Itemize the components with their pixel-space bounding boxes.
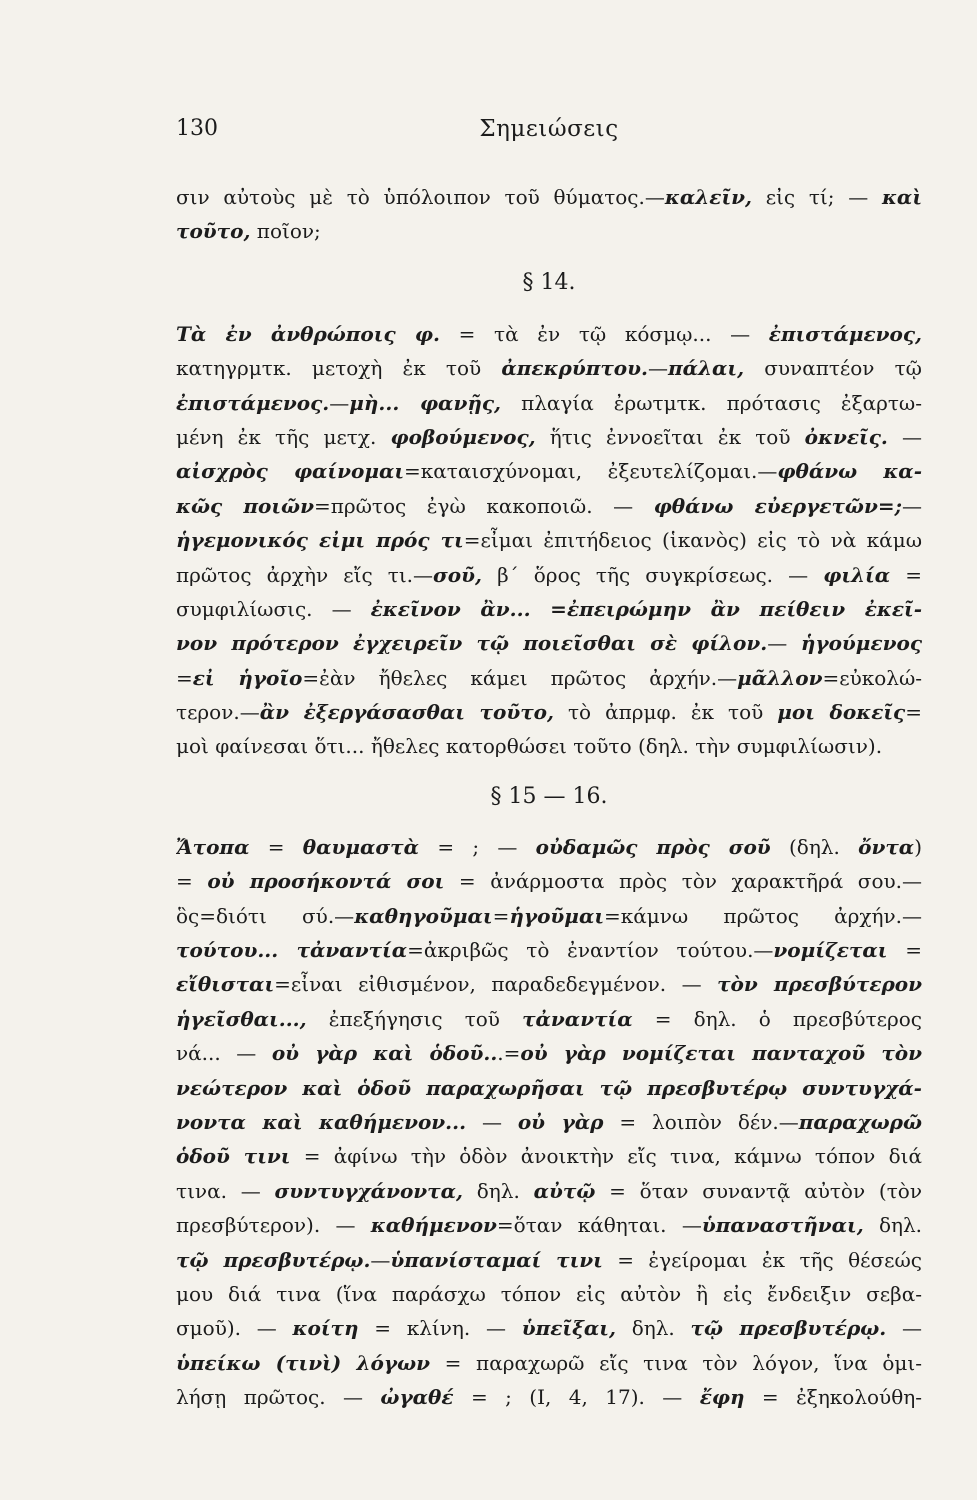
text-line: κῶς ποιῶν=πρῶτος ἐγὼ κακοποιῶ. — φθάνω εὐεργετῶν=;—	[176, 493, 922, 518]
text-line: μένη ἐκ τῆς μετχ. φοβούμενος, ἥτις ἐννοεῖται ἐκ τοῦ ὀκνεῖς. —	[176, 424, 922, 449]
text-line: ὃς=διότι σύ.—καθηγοῦμαι=ἡγοῦμαι=κάμνω πρῶτος ἀρχήν.—	[176, 903, 922, 928]
text-line: τινα. — συντυγχάνοντα, δηλ. αὐτῷ = ὅταν συναντᾷ αὐτὸν (τὸν	[176, 1178, 922, 1203]
text-line: Τὰ ἐν ἀνθρώποις φ. = τὰ ἐν τῷ κόσμῳ... — ἐπιστάμενος,	[176, 321, 922, 346]
text-line: συμφιλίωσις. — ἐκεῖνον ἂν... =ἐπειρώμην ἂν πείθειν ἐκεῖ-	[176, 596, 922, 621]
page-header	[176, 116, 922, 150]
text-line: νον πρότερον ἐγχειρεῖν τῷ ποιεῖσθαι σὲ φίλον.— ἡγούμενος	[176, 631, 922, 656]
page-number: 130	[176, 116, 218, 141]
text-line: ἡγεῖσθαι..., ἐπεξήγησις τοῦ τἀναντία = δηλ. ὁ πρεσβύτερος	[176, 1006, 922, 1031]
text-line: ἐπιστάμενος.—μὴ... φανῇς, πλαγία ἐρωτμτκ. πρότασις ἐξαρτω-	[176, 390, 922, 415]
text-line: νοντα καὶ καθήμενον... — οὐ γὰρ = λοιπὸν δέν.—παραχωρῶ	[176, 1109, 922, 1134]
text-line: κατηγρμτκ. μετοχὴ ἐκ τοῦ ἀπεκρύπτου.—πάλαι, συναπτέον τῷ	[176, 356, 922, 381]
text-line: τῷ πρεσβυτέρῳ.—ὑπανίσταμαί τινι = ἐγείρομαι ἐκ τῆς θέσεώς	[176, 1247, 922, 1272]
text-line: σιν αὐτοὺς μὲ τὸ ὑπόλοιπον τοῦ θύματος.—καλεῖν, εἰς τί; — καὶ	[176, 185, 922, 209]
text-line: πρεσβύτερον). — καθήμενον=ὅταν κάθηται. —ὑπαναστῆναι, δηλ.	[176, 1213, 922, 1238]
text-line: = οὐ προσήκοντά σοι = ἀνάρμοστα πρὸς τὸν χαρακτῆρά σου.—	[176, 869, 922, 894]
text-line: λήσῃ πρῶτος. — ὠγαθέ = ; (Ι, 4, 17). — ἔφη = ἐξηκολούθη-	[176, 1385, 922, 1410]
text-line: τερον.—ἂν ἐξεργάσασθαι τοῦτο, τὸ ἀπρμφ. ἐκ τοῦ μοι δοκεῖς=	[176, 700, 922, 725]
text-line: νεώτερον καὶ ὁδοῦ παραχωρῆσαι τῷ πρεσβυτέρῳ συντυγχά-	[176, 1075, 922, 1100]
text-line: τούτου... τἀναντία=ἀκριβῶς τὸ ἐναντίον τούτου.—νομίζεται =	[176, 938, 922, 963]
running-title: Σημειώσεις	[479, 116, 619, 142]
section-heading: § 14.	[522, 269, 576, 295]
text-line: εἴθισται=εἶναι εἰθισμένον, παραδεδεγμένον. — τὸν πρεσβύτερον	[176, 972, 922, 997]
text-line: ὑπείκω (τινὶ) λόγων = παραχωρῶ εἴς τινα τὸν λόγον, ἵνα ὁμι-	[176, 1350, 922, 1375]
text-line: =εἰ ἡγοῖο=ἐὰν ἤθελες κάμει πρῶτος ἀρχήν.—μᾶλλον=εὐκολώ-	[176, 665, 922, 690]
text-line: ὁδοῦ τινι = ἀφίνω τὴν ὁδὸν ἀνοικτὴν εἴς τινα, κάμνω τόπον διά	[176, 1144, 922, 1169]
text-line: σμοῦ). — κοίτη = κλίνη. — ὑπεῖξαι, δηλ. τῷ πρεσβυτέρῳ. —	[176, 1316, 922, 1341]
section-heading: § 15 — 16.	[490, 783, 608, 809]
text-line: μοὶ φαίνεσαι ὅτι... ἤθελες κατορθώσει τοῦτο (δηλ. τὴν συμφιλίωσιν).	[176, 734, 883, 759]
text-line: πρῶτος ἀρχὴν εἴς τι.—σοῦ, β΄ ὅρος τῆς συγκρίσεως. — φιλία =	[176, 562, 922, 587]
text-body	[176, 180, 922, 1415]
text-line: νά... — οὐ γὰρ καὶ ὁδοῦ...=οὐ γὰρ νομίζεται πανταχοῦ τὸν	[176, 1041, 922, 1066]
text-line: αἰσχρὸς φαίνομαι=καταισχύνομαι, ἐξευτελίζομαι.—φθάνω κα-	[176, 459, 922, 484]
text-line: Ἄτοπα = θαυμαστὰ = ; — οὐδαμῶς πρὸς σοῦ (δηλ. ὄντα)	[176, 834, 922, 859]
text-line: ἡγεμονικός εἰμι πρός τι=εἶμαι ἐπιτήδειος (ἱκανὸς) εἰς τὸ νὰ κάμω	[176, 528, 922, 553]
text-line: τοῦτο, ποῖον;	[176, 219, 321, 244]
text-line: μου διά τινα (ἵνα παράσχω τόπον εἰς αὐτὸν ἢ εἰς ἔνδειξιν σεβα-	[176, 1281, 922, 1306]
